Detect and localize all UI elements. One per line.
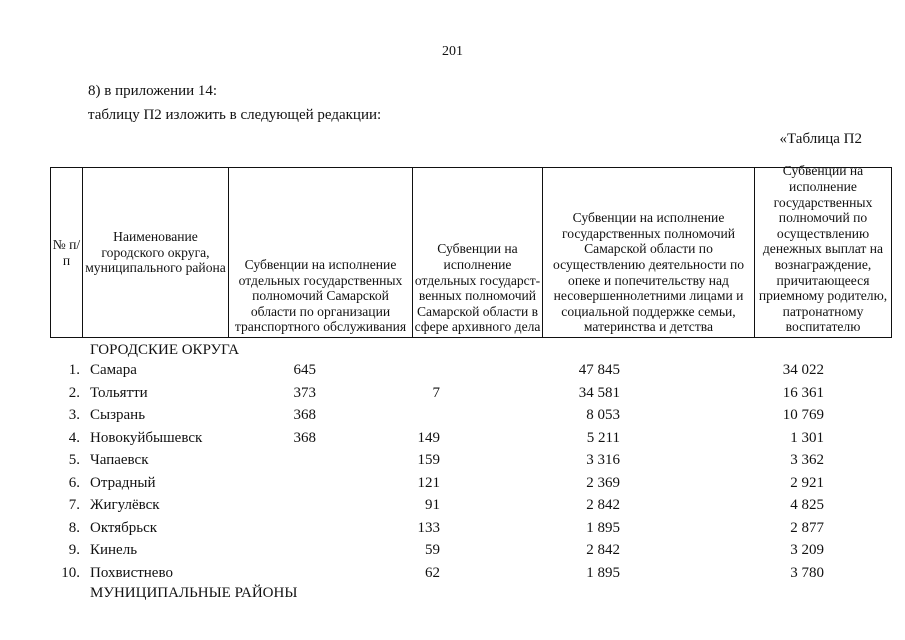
row-value-transport: 645	[293, 362, 316, 378]
row-value-guardianship: 3 316	[586, 452, 620, 468]
table-reference: «Таблица П2	[779, 131, 862, 147]
row-name: Новокуйбышевск	[90, 429, 203, 446]
row-value-foster: 2 921	[790, 474, 824, 491]
row-value-archive: 159	[417, 452, 440, 468]
row-value-archive: 121	[417, 474, 440, 491]
row-number: 2.	[68, 384, 80, 401]
row-value-guardianship: 2 369	[586, 474, 620, 491]
row-value-guardianship: 47 845	[578, 362, 620, 378]
row-number: 3.	[68, 407, 80, 423]
header-cell-transport: Субвенции на исполнение отдельных государственных полномочий Самарской области по организации транспортного обслуживания	[228, 168, 412, 337]
row-name: Чапаевск	[90, 452, 149, 468]
section-title-municipal: МУНИЦИПАЛЬНЫЕ РАЙОНЫ	[90, 585, 298, 601]
row-value-archive: 149	[417, 429, 440, 446]
row-number: 8.	[68, 519, 80, 536]
row-name: Кинель	[90, 542, 138, 558]
row-value-foster: 3 209	[790, 542, 824, 558]
section-title-urban: ГОРОДСКИЕ ОКРУГА	[90, 342, 240, 358]
table-row	[0, 407, 905, 430]
row-number: 10.	[61, 564, 80, 581]
row-name: Отрадный	[90, 474, 156, 491]
row-value-guardianship: 2 842	[586, 542, 620, 558]
row-value-guardianship: 34 581	[578, 384, 620, 401]
row-name: Сызрань	[90, 407, 146, 423]
row-value-foster: 1 301	[790, 429, 824, 446]
row-value-foster: 34 022	[782, 362, 824, 378]
row-value-archive: 59	[425, 542, 440, 558]
row-name: Самара	[90, 362, 137, 378]
header-cell-number: № п/п	[52, 236, 81, 268]
row-value-archive: 7	[432, 384, 440, 401]
table-row	[0, 362, 905, 385]
row-number: 6.	[68, 474, 80, 491]
row-number: 1.	[68, 362, 80, 378]
row-value-guardianship: 8 053	[586, 407, 620, 423]
row-value-guardianship: 1 895	[586, 519, 620, 536]
row-number: 7.	[68, 497, 80, 513]
amendment-instruction-line: таблицу П2 изложить в следующей редакции:	[88, 107, 382, 123]
page-number: 201	[442, 44, 463, 59]
row-value-foster: 2 877	[790, 519, 824, 536]
row-value-transport: 368	[293, 429, 316, 446]
row-value-guardianship: 5 211	[586, 429, 620, 446]
row-name: Октябрьск	[90, 519, 158, 536]
row-value-guardianship: 2 842	[586, 497, 620, 513]
row-name: Похвистнево	[90, 564, 173, 581]
table-header	[50, 163, 892, 338]
header-cell-name: Наименование городского округа, муниципального района	[82, 168, 228, 337]
row-name: Тольятти	[90, 384, 148, 401]
row-value-foster: 3 780	[790, 564, 824, 581]
table-row	[0, 430, 905, 453]
row-value-archive: 91	[425, 497, 440, 513]
header-cell-guardianship: Субвенции на исполнение государственных полномочий Самарской области по осуществлению деятельности по опеке и попечительству над несовершеннолетними лицами и социальной поддержке семьи, материнства и детства	[542, 168, 754, 337]
row-value-guardianship: 1 895	[586, 564, 620, 581]
table-row	[0, 475, 905, 498]
header-cell-archive: Субвенции на исполнение отдельных государст-венных полномочий Самарской области в сфере архивного дела	[412, 168, 542, 337]
row-name: Жигулёвск	[90, 497, 160, 513]
row-number: 9.	[68, 542, 80, 558]
row-value-archive: 133	[417, 519, 440, 536]
table-row	[0, 385, 905, 408]
row-value-foster: 10 769	[782, 407, 824, 423]
row-number: 4.	[68, 429, 80, 446]
row-value-transport: 373	[293, 384, 316, 401]
row-value-archive: 62	[425, 564, 440, 581]
row-number: 5.	[68, 452, 80, 468]
table-row	[0, 542, 905, 565]
table-row	[0, 520, 905, 543]
table-body	[0, 362, 905, 587]
table-row	[0, 497, 905, 520]
header-cell-foster-payments: Субвенции на исполнение государственных полномочий по осуществлению денежных выплат на вознаграждение, причитающееся приемному родителю, патронатному воспитателю	[754, 168, 891, 337]
row-value-transport: 368	[293, 407, 316, 423]
table-row	[0, 452, 905, 475]
row-value-foster: 4 825	[790, 497, 824, 513]
amendment-item-line: 8) в приложении 14:	[88, 83, 218, 99]
row-value-foster: 3 362	[790, 452, 824, 468]
table-row	[0, 565, 905, 588]
row-value-foster: 16 361	[782, 384, 824, 401]
